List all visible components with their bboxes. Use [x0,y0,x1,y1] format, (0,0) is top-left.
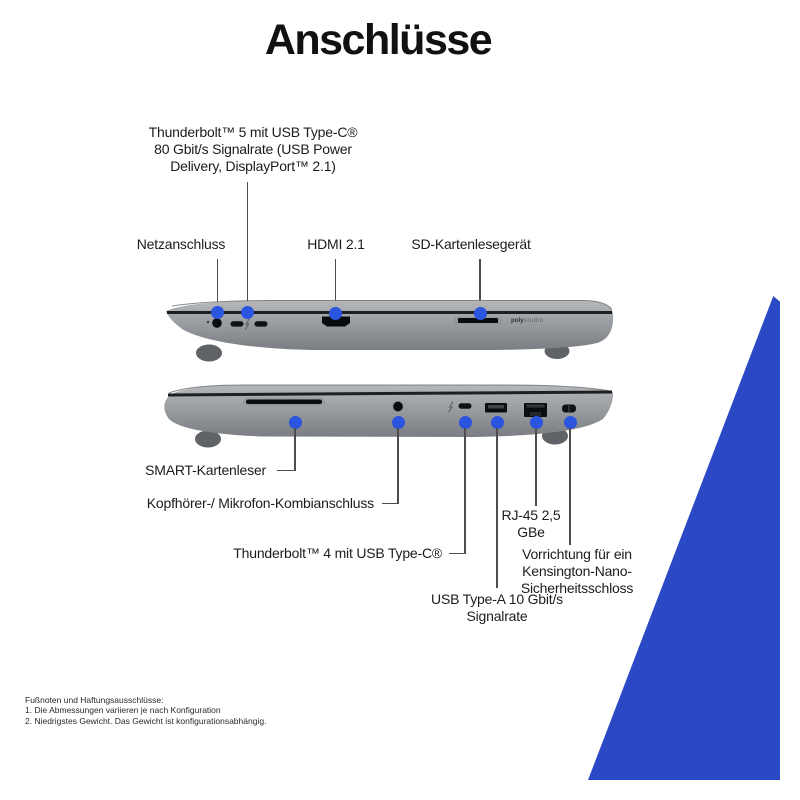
label-hdmi: HDMI 2.1 [307,236,365,252]
label-power: Netzanschluss [136,236,226,252]
label-headset: Kopfhörer-/ Mikrofon-Kombianschluss [146,495,374,511]
usb-c-port [231,321,244,326]
label-usb-a-line2: Signalrate [466,608,528,624]
callout-line-rj45 [535,428,537,506]
callout-line-usb-a [496,428,498,588]
headset-jack-port [393,401,403,411]
smart-card-slot [246,400,322,405]
port-marker-dot-thunderbolt4 [459,416,472,429]
callout-line-kensington [569,428,571,545]
label-usb-a-line1: USB Type-A 10 Gbit/s [431,591,563,607]
callout-line-thunderbolt5 [247,182,249,308]
callout-line-thunderbolt4 [464,428,466,554]
label-kensington-line1: Vorrichtung für ein [522,546,632,562]
usb-c-port [459,403,472,408]
callout-line-smart-card-h [277,470,295,472]
port-marker-dot-headset [392,416,405,429]
laptop-left-side-image [162,297,617,363]
footnotes-heading: Fußnoten und Haftungsausschlüsse: [25,695,164,705]
port-marker-dot-usb-a [491,416,504,429]
port-marker-dot-hdmi [329,307,342,320]
usb-a-tab [488,405,504,409]
label-thunderbolt4: Thunderbolt™ 4 mit USB Type-C® [233,545,442,561]
label-thunderbolt5-line1: Thunderbolt™ 5 mit USB Type-C® [148,124,358,140]
kensington-divider [568,406,570,412]
port-marker-dot-power [211,306,224,319]
port-marker-dot-rj45 [530,416,543,429]
label-kensington [521,546,633,597]
rj45-pins [527,405,545,408]
poly-studio-branding: polystudio [511,317,544,324]
laptop-foot [196,345,222,362]
port-marker-dot-thunderbolt5 [241,306,254,319]
label-sd-card: SD-Kartenlesegerät [411,236,531,252]
label-rj45-line1: RJ-45 2,5 [501,507,561,523]
label-rj45-line2: GBe [517,524,545,540]
power-jack-port [212,318,222,328]
footnotes [25,695,266,726]
port-marker-dot-kensington [564,416,577,429]
page-title: Anschlüsse [264,16,492,64]
laptop-right-side-image [155,381,617,449]
usb-c-port [255,321,268,326]
footnote-2: 2. Niedrigstes Gewicht. Das Gewicht ist konfigurationsabhängig. [25,715,267,726]
brand-triangle-graphic [588,296,780,780]
port-marker-dot-smart-card [289,416,302,429]
port-marker-dot-sd-card [474,307,487,320]
label-thunderbolt5-line2: 80 Gbit/s Signalrate (USB Power [154,141,352,157]
footnote-1: 1. Die Abmessungen variieren je nach Konfiguration [25,705,221,716]
callout-line-headset [397,428,399,504]
label-kensington-line3: Sicherheitsschloss [520,580,634,596]
callout-line-thunderbolt4-h [449,553,465,555]
callout-line-smart-card [294,428,296,471]
label-kensington-line2: Kensington-Nano- [522,563,632,579]
label-thunderbolt5-line3: Delivery, DisplayPort™ 2.1) [170,158,336,174]
led-indicator [207,321,209,323]
label-rj45 [502,507,561,541]
label-smart-card: SMART-Kartenleser [145,462,266,478]
label-thunderbolt5 [149,124,358,175]
callout-line-headset-h [382,503,398,505]
